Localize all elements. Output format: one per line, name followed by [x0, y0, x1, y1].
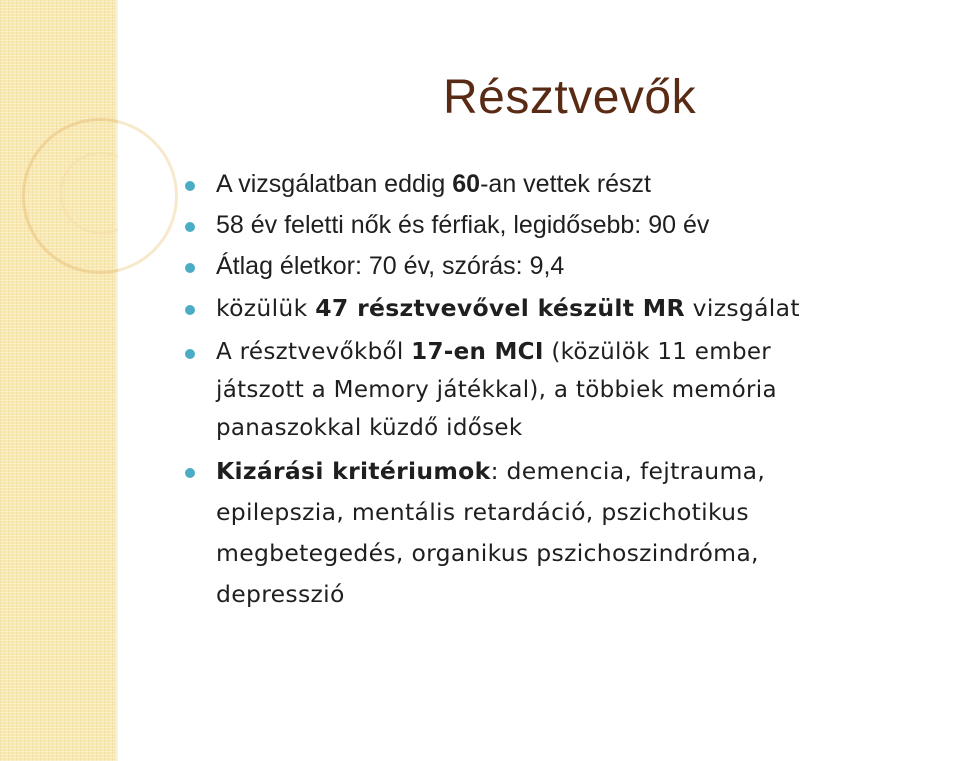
text-segment: : demencia, fejtrauma, — [490, 457, 766, 485]
text-segment-bold: Kizárási kritériumok — [216, 457, 491, 485]
bullet-item-mr-scan — [184, 288, 954, 329]
bullet-text — [216, 288, 954, 329]
bullet-line: játszott a Memory játékkal), a többiek memória — [216, 377, 777, 403]
text-segment: vizsgálat — [684, 294, 800, 322]
bullet-dot-icon — [185, 468, 195, 478]
decorative-rings — [0, 0, 118, 761]
slide-title: Résztvevők — [443, 71, 697, 124]
bullet-item-exclusion-criteria — [184, 451, 954, 615]
bullet-text: 58 év feletti nők és férfiak, legidősebb: 90 év — [216, 211, 710, 239]
text-segment: A vizsgálatban eddig — [216, 170, 453, 198]
bullet-dot-icon — [185, 222, 195, 232]
decorative-ring-arc — [118, 118, 178, 274]
bullet-line: depresszió — [216, 580, 345, 608]
bullet-item-age-range — [184, 206, 954, 245]
bullet-dot-icon — [185, 305, 195, 315]
bullet-dot-icon — [185, 181, 195, 191]
bullet-dot-icon — [185, 349, 195, 359]
bullet-dot-icon — [185, 263, 195, 273]
text-segment-bold: 60 — [452, 170, 481, 198]
bullet-item-average-age — [184, 247, 954, 286]
bullet-text — [216, 165, 954, 204]
bullet-text: Átlag életkor: 70 év, szórás: 9,4 — [216, 252, 565, 280]
text-segment: közülük — [216, 294, 316, 322]
text-segment: (közülök 11 ember — [543, 339, 772, 365]
bullet-line — [216, 451, 954, 492]
bullet-list — [184, 165, 954, 615]
bullet-line: megbetegedés, organikus pszichoszindróma, — [216, 539, 759, 567]
text-segment: -an vettek részt — [480, 170, 651, 198]
bullet-line — [216, 333, 954, 371]
bullet-line: epilepszia, mentális retardáció, pszichotikus — [216, 498, 749, 526]
bullet-item-mci — [184, 333, 954, 447]
text-segment: A résztvevőkből — [216, 339, 412, 365]
bullet-item-participants — [184, 165, 954, 204]
bullet-line: panaszokkal küzdő idősek — [216, 415, 523, 441]
text-segment-bold: 47 résztvevővel készült MR — [315, 294, 685, 322]
text-segment-bold: 17-en MCI — [411, 339, 544, 365]
